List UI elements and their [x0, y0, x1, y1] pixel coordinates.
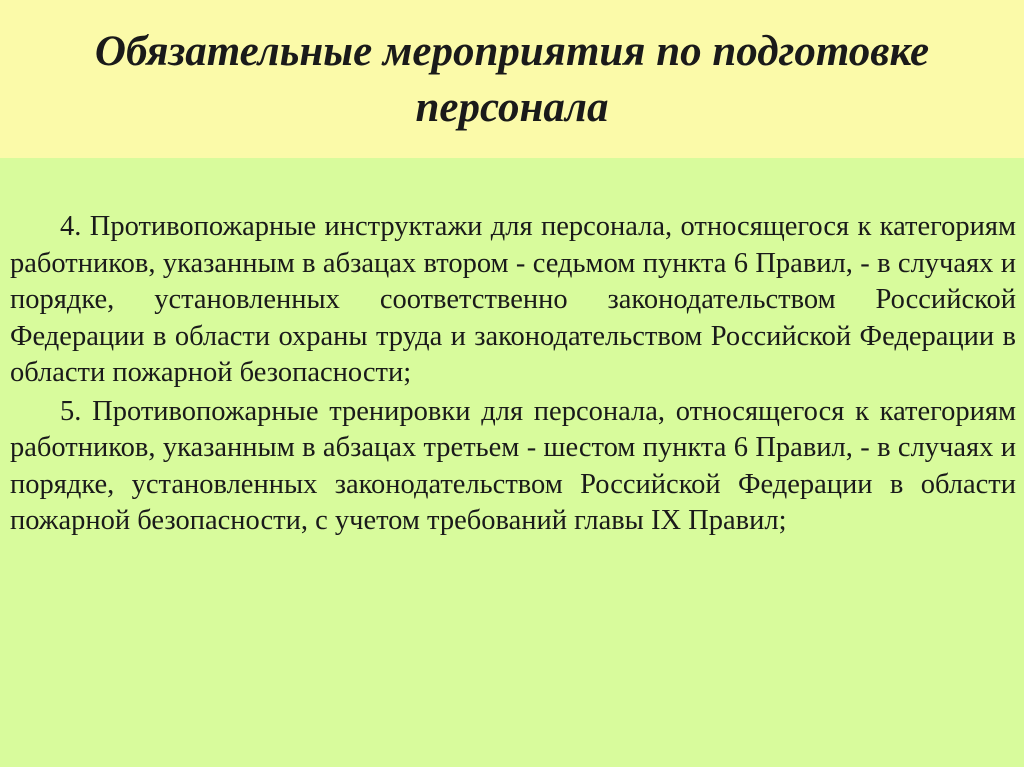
slide-title-line-2: персонала — [415, 84, 609, 131]
slide-title-line-1: Обязательные мероприятия по подготовке — [94, 28, 930, 75]
paragraph-item-5: 5. Противопожарные тренировки для персонала, относящегося к категориям работников, указанным в абзацах третьем - шестом пункта 6 Правил, - в случаях и порядке, установленных законодательством Российской Федерации в области пожарной безопасности, с учетом требований главы IX Правил; — [10, 395, 1016, 536]
paragraph-item-4: 4. Противопожарные инструктажи для персонала, относящегося к категориям работников, указанным в абзацах втором - седьмом пункта 6 Правил, - в случаях и порядке, установленных соответственно законодательством Российской Федерации в области охраны труда и законодательством Российской Федерации в области пожарной безопасности; — [10, 211, 1016, 388]
slide-body — [10, 209, 1016, 542]
slide-title — [0, 24, 1024, 136]
